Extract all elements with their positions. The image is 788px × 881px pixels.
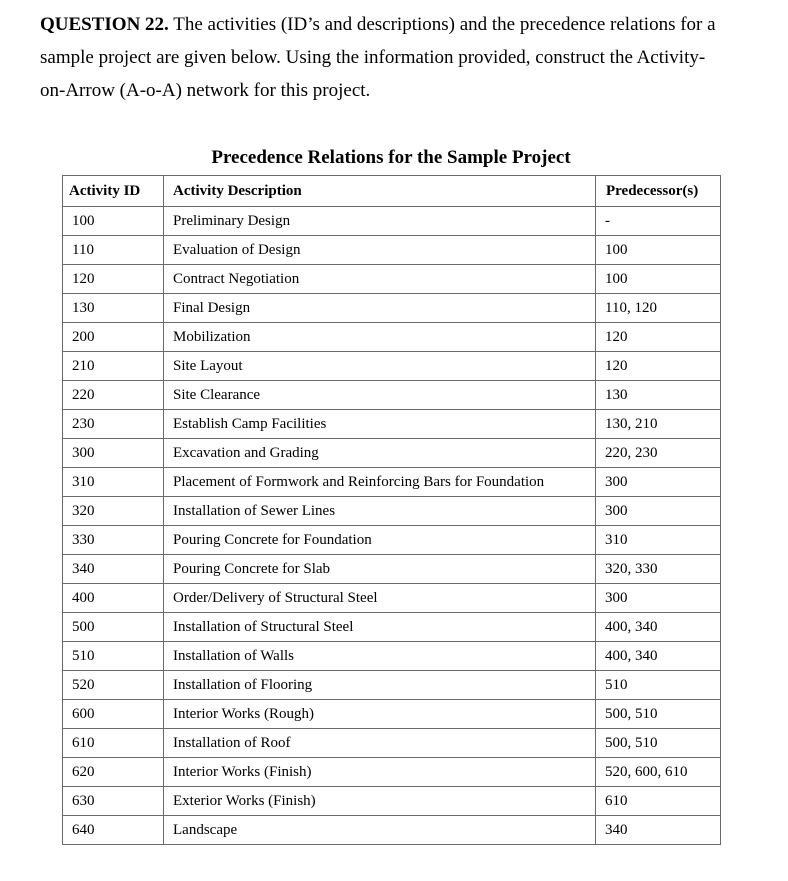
table-row — [63, 294, 721, 323]
table-row — [63, 613, 721, 642]
activity-id-cell: 100 — [63, 207, 164, 236]
activity-description-cell: Establish Camp Facilities — [164, 410, 596, 439]
activity-id-cell: 300 — [63, 439, 164, 468]
table-row — [63, 439, 721, 468]
predecessors-cell: 400, 340 — [596, 613, 721, 642]
activity-id-cell: 120 — [63, 265, 164, 294]
activity-description-cell: Final Design — [164, 294, 596, 323]
table-row — [63, 381, 721, 410]
predecessors-cell: 510 — [596, 671, 721, 700]
predecessors-cell: - — [596, 207, 721, 236]
table-row — [63, 207, 721, 236]
precedence-table — [62, 175, 721, 845]
header-predecessors: Predecessor(s) — [596, 176, 721, 207]
activity-id-cell: 230 — [63, 410, 164, 439]
activity-id-cell: 610 — [63, 729, 164, 758]
activity-description-cell: Landscape — [164, 816, 596, 845]
predecessors-cell: 120 — [596, 352, 721, 381]
table-row — [63, 816, 721, 845]
table-row — [63, 671, 721, 700]
activity-id-cell: 320 — [63, 497, 164, 526]
table-row — [63, 323, 721, 352]
table-body — [63, 207, 721, 845]
activity-id-cell: 210 — [63, 352, 164, 381]
activity-description-cell: Installation of Flooring — [164, 671, 596, 700]
predecessors-cell: 310 — [596, 526, 721, 555]
table-row — [63, 700, 721, 729]
question-line-2: sample project are given below. Using the information provided, construct the Activity- — [40, 47, 706, 68]
activity-description-cell: Interior Works (Finish) — [164, 758, 596, 787]
activity-id-cell: 640 — [63, 816, 164, 845]
activity-id-cell: 110 — [63, 236, 164, 265]
activity-description-cell: Installation of Sewer Lines — [164, 497, 596, 526]
question-line-1 — [40, 8, 752, 41]
table-row — [63, 642, 721, 671]
activity-id-cell: 130 — [63, 294, 164, 323]
table-row — [63, 497, 721, 526]
predecessors-cell: 120 — [596, 323, 721, 352]
question-line-1-text: The activities (ID’s and descriptions) and the precedence relations for a — [168, 14, 716, 35]
table-row — [63, 555, 721, 584]
activity-description-cell: Site Layout — [164, 352, 596, 381]
table-row — [63, 787, 721, 816]
predecessors-cell: 110, 120 — [596, 294, 721, 323]
activity-description-cell: Pouring Concrete for Foundation — [164, 526, 596, 555]
table-title: Precedence Relations for the Sample Project — [211, 147, 571, 168]
header-activity-id: Activity ID — [63, 176, 164, 207]
predecessors-cell: 130 — [596, 381, 721, 410]
activity-description-cell: Mobilization — [164, 323, 596, 352]
predecessors-cell: 500, 510 — [596, 700, 721, 729]
table-row — [63, 526, 721, 555]
table-row — [63, 236, 721, 265]
table-row — [63, 584, 721, 613]
predecessors-cell: 300 — [596, 584, 721, 613]
predecessors-cell: 300 — [596, 468, 721, 497]
activity-id-cell: 600 — [63, 700, 164, 729]
activity-description-cell: Exterior Works (Finish) — [164, 787, 596, 816]
activity-description-cell: Installation of Structural Steel — [164, 613, 596, 642]
table-row — [63, 729, 721, 758]
activity-id-cell: 200 — [63, 323, 164, 352]
predecessors-cell: 500, 510 — [596, 729, 721, 758]
predecessors-cell: 100 — [596, 236, 721, 265]
predecessors-cell: 610 — [596, 787, 721, 816]
table-row — [63, 758, 721, 787]
table-row — [63, 265, 721, 294]
activity-description-cell: Contract Negotiation — [164, 265, 596, 294]
activity-description-cell: Evaluation of Design — [164, 236, 596, 265]
activity-id-cell: 340 — [63, 555, 164, 584]
activity-id-cell: 310 — [63, 468, 164, 497]
activity-description-cell: Preliminary Design — [164, 207, 596, 236]
predecessors-cell: 100 — [596, 265, 721, 294]
activity-id-cell: 620 — [63, 758, 164, 787]
activity-id-cell: 330 — [63, 526, 164, 555]
activity-description-cell: Installation of Roof — [164, 729, 596, 758]
activity-description-cell: Excavation and Grading — [164, 439, 596, 468]
activity-description-cell: Order/Delivery of Structural Steel — [164, 584, 596, 613]
predecessors-cell: 520, 600, 610 — [596, 758, 721, 787]
predecessors-cell: 400, 340 — [596, 642, 721, 671]
activity-description-cell: Placement of Formwork and Reinforcing Bars for Foundation — [164, 468, 596, 497]
activity-id-cell: 220 — [63, 381, 164, 410]
predecessors-cell: 320, 330 — [596, 555, 721, 584]
header-activity-description: Activity Description — [164, 176, 596, 207]
activity-description-cell: Pouring Concrete for Slab — [164, 555, 596, 584]
table-row — [63, 352, 721, 381]
predecessors-cell: 340 — [596, 816, 721, 845]
activity-description-cell: Installation of Walls — [164, 642, 596, 671]
activity-description-cell: Interior Works (Rough) — [164, 700, 596, 729]
predecessors-cell: 300 — [596, 497, 721, 526]
question-text — [40, 8, 752, 107]
activity-description-cell: Site Clearance — [164, 381, 596, 410]
table-row — [63, 410, 721, 439]
table-row — [63, 468, 721, 497]
question-label: QUESTION 22. — [40, 14, 169, 35]
activity-id-cell: 500 — [63, 613, 164, 642]
predecessors-cell: 130, 210 — [596, 410, 721, 439]
predecessors-cell: 220, 230 — [596, 439, 721, 468]
table-header-row — [63, 176, 721, 207]
activity-id-cell: 630 — [63, 787, 164, 816]
activity-id-cell: 520 — [63, 671, 164, 700]
question-line-3: on-Arrow (A-o-A) network for this project. — [40, 80, 371, 101]
activity-id-cell: 400 — [63, 584, 164, 613]
activity-id-cell: 510 — [63, 642, 164, 671]
